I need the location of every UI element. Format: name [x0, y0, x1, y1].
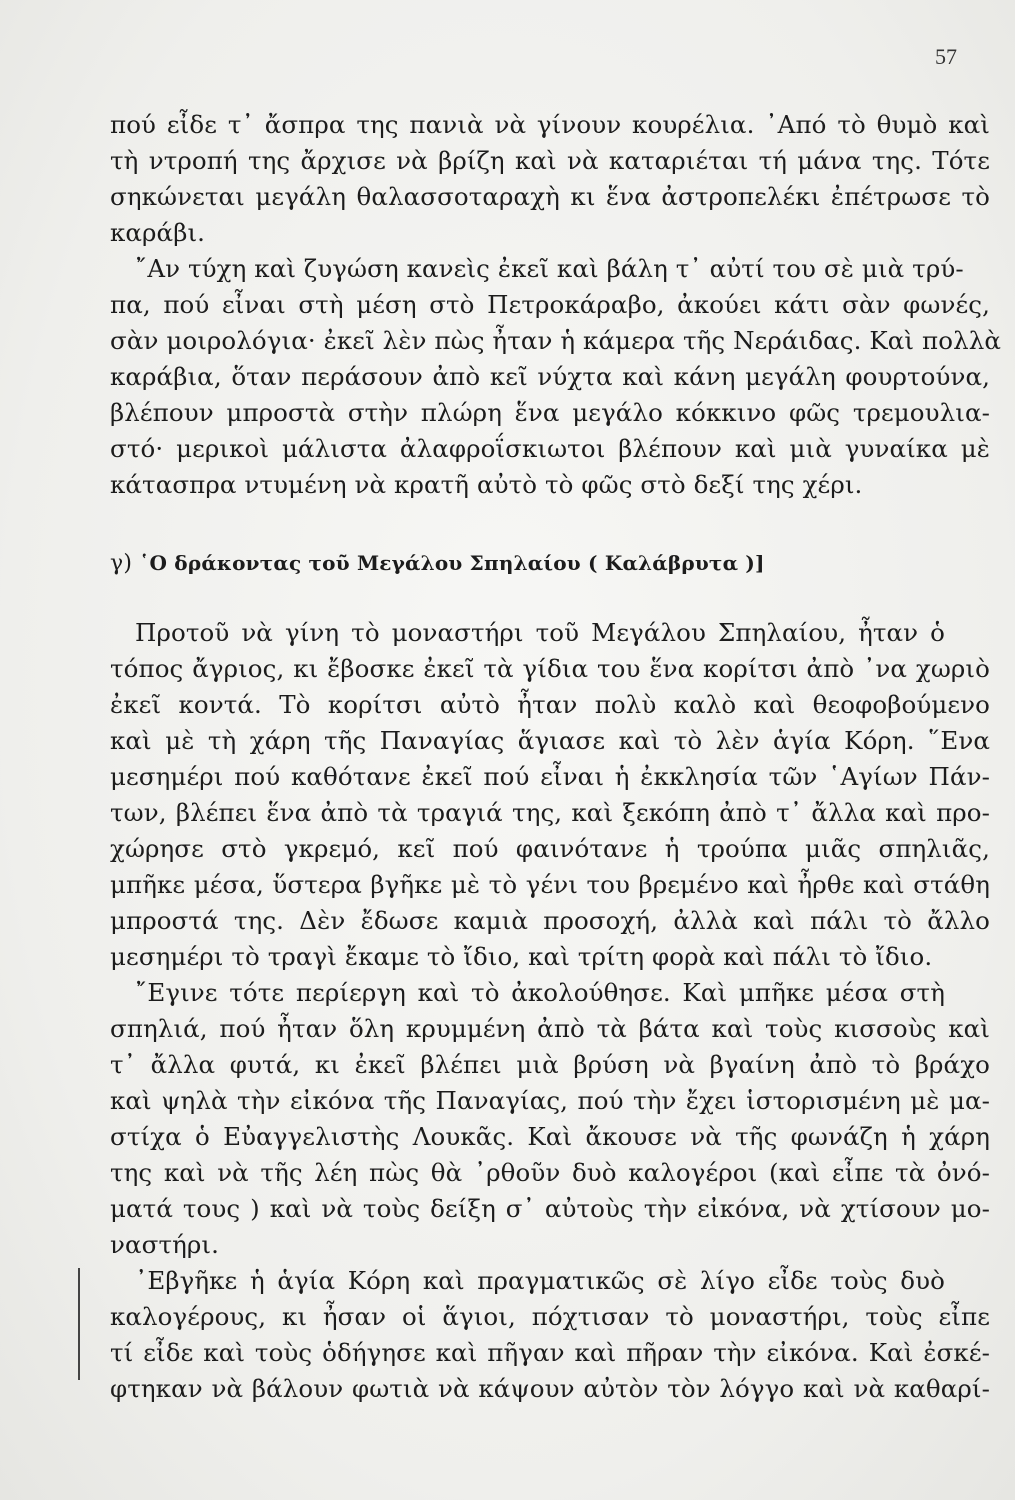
- text-line: σὰν μοιρολόγια· ἐκεῖ λὲν πὼς ἦταν ἡ κάμερα τῆς Νεράιδας. Καὶ πολλὰ: [110, 326, 1001, 355]
- text-line: μεσημέρι πού καθότανε ἐκεῖ πού εἶναι ἡ ἐκκλησία τῶν ῾Αγίων Πάν-: [110, 762, 990, 791]
- text-line: τ᾿ ἄλλα φυτά, κι ἐκεῖ βλέπει μιὰ βρύση νὰ βγαίνη ἀπὸ τὸ βράχο: [110, 1050, 990, 1079]
- text-line: ματά τους ) καὶ νὰ τοὺς δείξη σ᾿ αὐτοὺς τὴν εἰκόνα, νὰ χτίσουν μο-: [110, 1194, 990, 1223]
- text-line: τί εἶδε καὶ τοὺς ὁδήγησε καὶ πῆγαν καὶ πῆραν τὴν εἰκόνα. Καὶ ἐσκέ-: [110, 1338, 990, 1367]
- text-line: μεσημέρι τὸ τραγὶ ἔκαμε τὸ ἴδιο, καὶ τρίτη φορὰ καὶ πάλι τὸ ἴδιο.: [110, 942, 933, 971]
- text-line: στίχα ὁ Εὐαγγελιστὴς Λουκᾶς. Καὶ ἄκουσε νὰ τῆς φωνάζη ἡ χάρη: [110, 1122, 990, 1151]
- page-number: 57: [935, 44, 957, 69]
- text-line: στό· μερικοὶ μάλιστα ἀλαφροΐσκιωτοι βλέπουν καὶ μιὰ γυναίκα μὲ: [110, 434, 990, 463]
- text-line: τόπος ἄγριος, κι ἔβοσκε ἐκεῖ τὰ γίδια του ἕνα κορίτσι ἀπὸ ᾿να χωριὸ: [110, 654, 990, 683]
- text-line: φτηκαν νὰ βάλουν φωτιὰ νὰ κάψουν αὐτὸν τὸν λόγγο καὶ νὰ καθαρί-: [110, 1374, 990, 1403]
- text-line: ῎Εγινε τότε περίεργη καὶ τὸ ἀκολούθησε. Καὶ μπῆκε μέσα στὴ: [135, 978, 945, 1007]
- section-heading: [110, 550, 765, 577]
- text-line: μπῆκε μέσα, ὕστερα βγῆκε μὲ τὸ γένι του βρεμένο καὶ ἦρθε καὶ στάθη: [110, 870, 990, 899]
- text-line: κάτασπρα ντυμένη νὰ κρατῆ αὐτὸ τὸ φῶς στὸ δεξί της χέρι.: [110, 470, 863, 499]
- text-line: σηκώνεται μεγάλη θαλασσοταραχὴ κι ἕνα ἀστροπελέκι ἐπέτρωσε τὸ: [110, 182, 990, 211]
- text-line: των, βλέπει ἕνα ἀπὸ τὰ τραγιά της, καὶ ξεκόπη ἀπὸ τ᾿ ἄλλα καὶ προ-: [110, 798, 990, 827]
- text-line: ᾿Εβγῆκε ἡ ἁγία Κόρη καὶ πραγματικῶς σὲ λίγο εἶδε τοὺς δυὸ: [135, 1266, 945, 1295]
- text-line: Προτοῦ νὰ γίνη τὸ μοναστήρι τοῦ Μεγάλου Σπηλαίου, ἦταν ὁ: [135, 618, 945, 647]
- text-line: πού εἶδε τ᾿ ἄσπρα της πανιὰ νὰ γίνουν κουρέλια. ᾿Από τὸ θυμὸ καὶ: [110, 110, 990, 139]
- text-line: πα, πού εἶναι στὴ μέση στὸ Πετροκάραβο, ἀκούει κάτι σὰν φωνές,: [110, 290, 990, 319]
- text-line: σπηλιά, πού ἦταν ὅλη κρυμμένη ἀπὸ τὰ βάτα καὶ τοὺς κισσοὺς καὶ: [110, 1014, 990, 1043]
- text-line: καὶ ψηλὰ τὴν εἰκόνα τῆς Παναγίας, πού τὴν ἔχει ἱστορισμένη μὲ μα-: [110, 1086, 990, 1115]
- text-line: βλέπουν μπροστὰ στὴν πλώρη ἕνα μεγάλο κόκκινο φῶς τρεμουλια-: [110, 398, 990, 427]
- margin-mark: [78, 1268, 80, 1380]
- text-line: τὴ ντροπή της ἄρχισε νὰ βρίζη καὶ νὰ καταριέται τή μάνα της. Τότε: [110, 146, 990, 175]
- text-line: καράβι.: [110, 218, 206, 247]
- text-line: της καὶ νὰ τῆς λέη πὼς θὰ ᾿ρθοῦν δυὸ καλογέροι (καὶ εἶπε τὰ ὀνό-: [110, 1158, 990, 1187]
- text-line: καλογέρους, κι ἦσαν οἱ ἅγιοι, πόχτισαν τὸ μοναστήρι, τοὺς εἶπε: [110, 1302, 990, 1331]
- text-line: χώρησε στὸ γκρεμό, κεῖ πού φαινότανε ἡ τρούπα μιᾶς σπηλιᾶς,: [110, 834, 990, 863]
- text-line: ῎Αν τύχη καὶ ζυγώση κανεὶς ἐκεῖ καὶ βάλη τ᾿ αὐτί του σὲ μιὰ τρύ-: [135, 254, 964, 283]
- section-title: ῾Ο δράκοντας τοῦ Μεγάλου Σπηλαίου ( Καλάβρυτα )]: [139, 551, 765, 575]
- text-line: καράβια, ὅταν περάσουν ἀπὸ κεῖ νύχτα καὶ κάνη μεγάλη φουρτούνα,: [110, 362, 990, 391]
- text-line: ναστήρι.: [110, 1230, 219, 1259]
- text-line: καὶ μὲ τὴ χάρη τῆς Παναγίας ἅγιασε καὶ τὸ λὲν ἁγία Κόρη. ῞Ενα: [110, 726, 990, 755]
- section-letter: γ): [110, 551, 133, 576]
- text-line: ἐκεῖ κοντά. Τὸ κορίτσι αὐτὸ ἦταν πολὺ καλὸ καὶ θεοφοβούμενο: [110, 690, 990, 719]
- text-line: μπροστά της. Δὲν ἔδωσε καμιὰ προσοχή, ἀλλὰ καὶ πάλι τὸ ἄλλο: [110, 906, 990, 935]
